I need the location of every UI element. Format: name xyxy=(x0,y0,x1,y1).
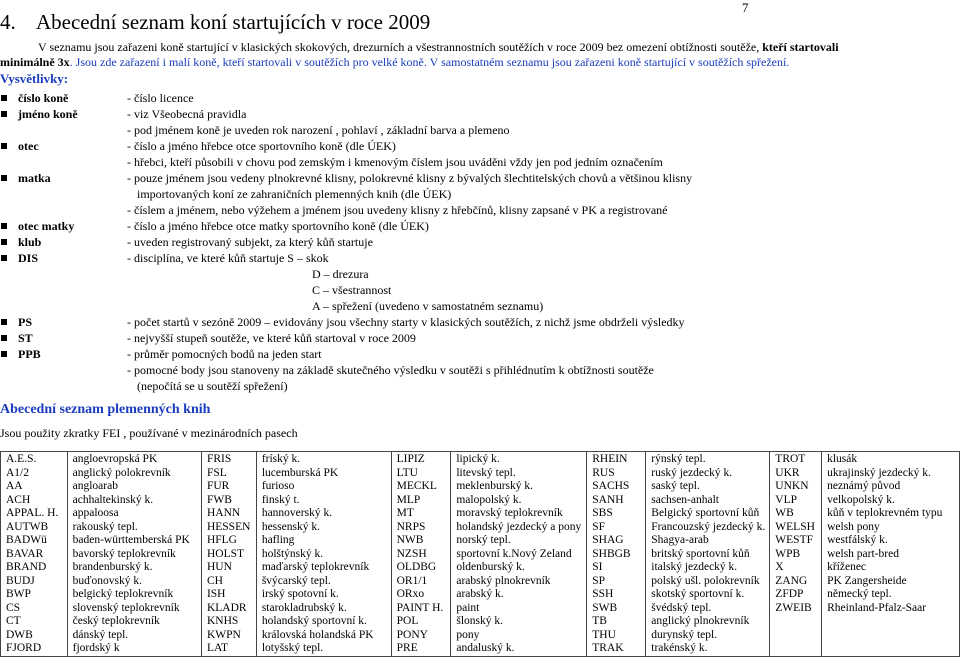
abbr-name: klusák xyxy=(827,453,858,465)
legend-term: PS xyxy=(18,315,33,329)
abbr-code: ZANG xyxy=(775,574,808,587)
abbr-code: VLP xyxy=(775,493,798,506)
section-heading xyxy=(0,10,430,35)
abbr-name: arabský plnokrevník xyxy=(456,574,551,587)
bullet-icon xyxy=(1,351,7,357)
intro-line1: V seznamu jsou zařazeni koně startující v klasických skokových, drezurních a všestrannostních soutěžích v roce 2009 bez omezení obtížnosti soutěže, xyxy=(38,40,760,54)
abbr-name-column xyxy=(67,452,201,657)
abbr-name: baden-württemberská PK xyxy=(72,534,190,546)
bullet-icon xyxy=(1,255,7,261)
abbr-code: BRAND xyxy=(6,561,47,573)
abbr-code: LAT xyxy=(206,642,229,654)
abbr-name: westfálský k. xyxy=(827,534,888,546)
abbr-code: MECKL xyxy=(396,480,437,492)
legend-description: D – drezura xyxy=(312,267,369,281)
abbr-name: polský ušl. polokrevník xyxy=(651,574,760,587)
intro-line2: . Jsou zde zařazení i malí koně, kteří startovali v soutěžích pro velké koně. V samostatném seznamu jsou zařazeni koně startující v soutěžích spřežení. xyxy=(69,55,790,69)
abbr-code: BAVAR xyxy=(6,547,44,560)
bullet-icon xyxy=(1,175,7,181)
abbreviation-table xyxy=(0,451,960,657)
abbr-code: SP xyxy=(592,574,606,587)
abbr-name: oldenburský k. xyxy=(456,561,525,573)
abbr-code: FSL xyxy=(206,466,227,479)
abbr-code: OLDBG xyxy=(396,561,437,573)
abbr-code-column xyxy=(391,452,451,657)
abbr-name: irský spotovní k. xyxy=(261,588,339,600)
abbr-code: KNHS xyxy=(206,615,239,627)
bullet-icon xyxy=(1,143,7,149)
abbr-name: německý tepl. xyxy=(827,588,892,600)
legend-term: jméno koně xyxy=(18,107,78,121)
abbr-code: HESSEN xyxy=(206,520,251,533)
abbr-code: HANN xyxy=(206,507,241,519)
abbr-name: welsh pony xyxy=(827,520,880,533)
abbr-name: angloevropská PK xyxy=(72,453,158,465)
abbr-code: FJORD xyxy=(6,642,42,654)
abbr-name: hannoverský k. xyxy=(261,507,333,519)
abbr-name: appaloosa xyxy=(72,507,119,519)
abbr-name: holandský jezdecký a pony xyxy=(456,520,582,533)
abbr-code-column xyxy=(587,452,646,657)
legend-description: - uveden registrovaný subjekt, za který kůň startuje xyxy=(127,235,373,249)
abbr-code: A.E.S. xyxy=(6,453,37,465)
legend-list xyxy=(0,90,960,394)
legend-row xyxy=(0,170,960,186)
legend-description: - číslem a jménem, nebo výžehem a jménem jsou uvedeny klisny z hřebčínů, klisny zapsané v PK a registrované xyxy=(127,203,668,217)
abbr-code: NRPS xyxy=(396,520,426,533)
abbr-name: šlonský k. xyxy=(456,615,503,627)
legend-term: otec matky xyxy=(18,219,75,233)
abbr-name: slovenský teplokrevník xyxy=(72,601,180,614)
abbr-name: norský tepl. xyxy=(456,534,511,546)
legend-row xyxy=(0,138,960,154)
abbr-code: BWP xyxy=(6,588,31,600)
abbr-name: meklenburský k. xyxy=(456,480,533,492)
intro-line2-bold: minimálně 3x xyxy=(0,55,70,69)
abbr-name: kříženec xyxy=(827,561,867,573)
abbr-code: HOLST xyxy=(206,547,245,560)
abbr-name: švýcarský tepl. xyxy=(261,574,331,587)
abbr-name-column xyxy=(256,452,391,657)
abbr-name: lucemburská PK xyxy=(261,466,339,479)
abbr-name: holandský sportovní k. xyxy=(261,615,367,627)
abbr-name: arabský k. xyxy=(456,588,504,600)
abbr-code: SF xyxy=(592,520,606,533)
abbr-name: sachsen-anhalt xyxy=(651,493,719,506)
legend-term: číslo koně xyxy=(18,91,69,105)
abbr-code-column xyxy=(1,452,68,657)
abbr-name: malopolský k. xyxy=(456,493,522,506)
abbr-code: TROT xyxy=(775,453,806,465)
abbr-code: ISH xyxy=(206,588,226,600)
abbr-code: RHEIN xyxy=(592,453,628,465)
legend-description: - průměr pomocných bodů na jeden start xyxy=(127,347,322,361)
abbr-code: HUN xyxy=(206,561,232,573)
legend-row xyxy=(0,218,960,234)
abbr-name: dánský tepl. xyxy=(72,628,129,641)
legend-description: - číslo a jméno hřebce otce matky sportovního koně (dle ÚEK) xyxy=(127,219,429,233)
bullet-icon xyxy=(1,239,7,245)
abbr-code: FWB xyxy=(206,493,232,506)
abbr-name: královská holandská PK xyxy=(261,628,374,641)
abbr-name: Rheinland-Pfalz-Saar xyxy=(827,601,927,614)
bullet-icon xyxy=(1,223,7,229)
abbr-code: FUR xyxy=(206,480,230,492)
legend-description: - pomocné body jsou stanoveny na základě skutečného výsledku v soutěži s přihlédnutím k obtížnosti soutěže xyxy=(127,363,654,377)
abbr-name xyxy=(827,629,955,643)
abbr-name: skotský sportovní k. xyxy=(651,588,745,600)
abbr-code: SANH xyxy=(592,493,624,506)
abbr-name: švédský tepl. xyxy=(651,601,712,614)
abbr-name: Francouzský jezdecký k. xyxy=(651,520,766,533)
abbr-code: TRAK xyxy=(592,642,624,654)
abbr-code: PONY xyxy=(396,628,428,641)
abbr-name: lipický k. xyxy=(456,453,500,465)
abbr-name: italský jezdecký k. xyxy=(651,561,738,573)
intro-line1-bold: kteří startovali xyxy=(762,40,839,54)
abbr-name: litevský tepl. xyxy=(456,466,516,479)
legend-term: DIS xyxy=(18,251,39,265)
abbr-name: starokladrubský k. xyxy=(261,601,347,614)
legend-row xyxy=(0,234,960,250)
abbr-name: belgický teplokrevník xyxy=(72,588,174,600)
abbr-code: AUTWB xyxy=(6,520,49,533)
abbr-code: UNKN xyxy=(775,480,809,492)
legend-description: - počet startů v sezóně 2009 – evidovány jsou všechny starty v klasických soutěžích, z nichž jsme obdrželi výsledky xyxy=(127,315,685,329)
legend-row xyxy=(0,266,960,282)
abbr-code: SHBGB xyxy=(592,547,631,560)
abbr-name: welsh part-bred xyxy=(827,547,899,560)
abbr-name: bavorský teplokrevník xyxy=(72,547,176,560)
section-number: 4. xyxy=(0,10,16,34)
abbr-code: CT xyxy=(6,615,21,627)
abbr-name: anglický plnokrevník xyxy=(651,615,750,627)
abbr-name: neznámý původ xyxy=(827,480,901,492)
abbr-code: POL xyxy=(396,615,419,627)
abbr-code: KLADR xyxy=(206,601,247,614)
legend-description: - hřebci, kteří působili v chovu pod zemským i kmenovým číslem jsou uváděni vždy jen pod jedním označením xyxy=(127,155,663,169)
abbr-name: fríský k. xyxy=(261,453,301,465)
abbr-code: SI xyxy=(592,561,603,573)
abbr-code: SSH xyxy=(592,588,614,600)
abbr-code: ZWEIB xyxy=(775,601,812,614)
abbr-name: lotyšský tepl. xyxy=(261,642,324,654)
legend-row xyxy=(0,106,960,122)
abbr-name: holštýnský k. xyxy=(261,547,324,560)
abbr-code: ACH xyxy=(6,493,31,506)
legend-description: - disciplína, ve které kůň startuje S – skok xyxy=(127,251,329,265)
abbr-name: pony xyxy=(456,628,480,641)
abbr-name: moravský teplokrevník xyxy=(456,507,563,519)
legend-term: ST xyxy=(18,331,33,345)
section-title: Abecední seznam koní startujících v roce 2009 xyxy=(36,10,431,34)
abbr-name: sportovní k.Nový Zeland xyxy=(456,547,572,560)
abbr-code: OR1/1 xyxy=(396,574,428,587)
abbr-name xyxy=(827,615,955,629)
abbr-name-column xyxy=(451,452,587,657)
abbr-code: THU xyxy=(592,628,616,641)
legend-description: - pouze jménem jsou vedeny plnokrevné klisny, polokrevné klisny z bývalých šlechtitelských chovů a většinou klisny xyxy=(127,171,693,185)
abbr-code: NZSH xyxy=(396,547,427,560)
abbr-code: LIPIZ xyxy=(396,453,425,465)
legend-row xyxy=(0,378,960,394)
abbr-name: trakénský k. xyxy=(651,642,708,654)
legend-row xyxy=(0,282,960,298)
abbr-code xyxy=(775,642,817,656)
legend-row xyxy=(0,202,960,218)
abbr-code: BADWü xyxy=(6,534,47,546)
abbr-code: KWPN xyxy=(206,628,241,641)
breed-books-subtitle: Jsou použity zkratky FEI , používané v mezinárodních pasech xyxy=(0,426,298,440)
abbr-code xyxy=(775,629,817,643)
abbr-code: WB xyxy=(775,507,794,519)
abbr-name-column xyxy=(646,452,770,657)
legend-term: PPB xyxy=(18,347,41,361)
abbr-name: ukrajinský jezdecký k. xyxy=(827,466,931,479)
bullet-icon xyxy=(1,95,7,101)
abbr-name: durynský tepl. xyxy=(651,628,718,641)
abbr-code: SHAG xyxy=(592,534,624,546)
abbr-name: achhaltekinský k. xyxy=(72,493,154,506)
legend-row xyxy=(0,122,960,138)
abbr-name: Shagya-arab xyxy=(651,534,709,546)
abbr-code: BUDJ xyxy=(6,574,35,587)
abbr-code-column xyxy=(770,452,822,657)
abbr-code: CH xyxy=(206,574,223,587)
abbr-code: DWB xyxy=(6,628,33,641)
legend-term: otec xyxy=(18,139,39,153)
abbr-name: furioso xyxy=(261,480,295,492)
legend-term: matka xyxy=(18,171,51,185)
legend-description: - nejvyšší stupeň soutěže, ve které kůň startoval v roce 2009 xyxy=(127,331,416,345)
abbr-code: X xyxy=(775,561,784,573)
abbr-code: PRE xyxy=(396,642,418,654)
legend-description: - číslo a jméno hřebce otce sportovního koně (dle ÚEK) xyxy=(127,139,396,153)
abbr-name: rakouský tepl. xyxy=(72,520,138,533)
abbr-code: FRIS xyxy=(206,453,232,465)
legend-row xyxy=(0,154,960,170)
abbr-name: saský tepl. xyxy=(651,480,700,492)
legend-row xyxy=(0,90,960,106)
abbr-name: rýnský tepl. xyxy=(651,453,706,465)
legend-row xyxy=(0,362,960,378)
abbr-name: ruský jezdecký k. xyxy=(651,466,733,479)
abbr-code: MT xyxy=(396,507,414,519)
legend-description: (nepočítá se u soutěží spřežení) xyxy=(137,379,288,393)
abbr-code: UKR xyxy=(775,466,800,479)
abbr-code: TB xyxy=(592,615,607,627)
legend-row xyxy=(0,330,960,346)
abbr-code: WPB xyxy=(775,547,801,560)
abbr-name: andaluský k. xyxy=(456,642,515,654)
abbr-code: HFLG xyxy=(206,534,237,546)
abbr-code: MLP xyxy=(396,493,421,506)
legend-row xyxy=(0,250,960,266)
abbr-name-column xyxy=(822,452,960,657)
abbr-name: kůň v teplokrevném typu xyxy=(827,507,943,519)
abbr-code: A1/2 xyxy=(6,466,29,479)
abbr-name: angloarab xyxy=(72,480,118,492)
abbr-name: brandenburský k. xyxy=(72,561,153,573)
abbr-name: buďonovský k. xyxy=(72,574,143,587)
legend-description: - číslo licence xyxy=(127,91,194,105)
abbr-code: PAINT H. xyxy=(396,601,444,614)
abbr-name: maďarský teplokrevník xyxy=(261,561,370,573)
abbr-name: Belgický sportovní kůň xyxy=(651,507,760,519)
abbr-name: velkopolský k. xyxy=(827,493,895,506)
legend-title: Vysvětlivky: xyxy=(0,71,69,86)
abbr-code: NWB xyxy=(396,534,424,546)
abbr-code-column xyxy=(201,452,256,657)
legend-description: importovaných koní ze zahraničních plemenných knih (dle ÚEK) xyxy=(137,187,452,201)
abbr-code: WELSH xyxy=(775,520,815,533)
abbr-code: APPAL. H. xyxy=(6,507,59,519)
abbr-name: britský sportovní kůň xyxy=(651,547,750,560)
legend-row xyxy=(0,186,960,202)
abbr-code: LTU xyxy=(396,466,418,479)
intro-paragraph xyxy=(0,40,960,70)
legend-description: - pod jménem koně je uveden rok narození , pohlaví , základní barva a plemeno xyxy=(127,123,510,137)
bullet-icon xyxy=(1,319,7,325)
bullet-icon xyxy=(1,335,7,341)
abbr-code xyxy=(775,615,817,629)
abbr-code: SWB xyxy=(592,601,618,614)
abbr-name: český teplokrevník xyxy=(72,615,160,627)
legend-description: C – všestrannost xyxy=(312,283,392,297)
legend-term: klub xyxy=(18,235,42,249)
abbr-name: PK Zangersheide xyxy=(827,574,907,587)
legend-row xyxy=(0,346,960,362)
legend-row xyxy=(0,314,960,330)
page-number: 7 xyxy=(742,0,749,15)
bullet-icon xyxy=(1,111,7,117)
abbr-code: WESTF xyxy=(775,534,813,546)
abbr-name: finský t. xyxy=(261,493,300,506)
legend-description: - viz Všeobecná pravidla xyxy=(127,107,247,121)
abbr-code: AA xyxy=(6,480,23,492)
abbr-code: RUS xyxy=(592,466,615,479)
abbr-code: SACHS xyxy=(592,480,630,492)
abbr-code: CS xyxy=(6,601,21,614)
abbr-code: ZFDP xyxy=(775,588,804,600)
breed-books-title: Abecední seznam plemenných knih xyxy=(0,402,211,417)
abbr-name xyxy=(827,642,955,656)
abbr-name: paint xyxy=(456,601,480,614)
legend-row xyxy=(0,298,960,314)
abbr-name: hafling xyxy=(261,534,295,546)
abbr-code: SBS xyxy=(592,507,613,519)
abbr-code: ORxo xyxy=(396,588,425,600)
abbr-name: anglický polokrevník xyxy=(72,466,171,479)
legend-description: A – spřežení (uvedeno v samostatném seznamu) xyxy=(312,299,544,313)
abbr-name: hessenský k. xyxy=(261,520,320,533)
abbr-name: fjordský k xyxy=(72,642,120,654)
